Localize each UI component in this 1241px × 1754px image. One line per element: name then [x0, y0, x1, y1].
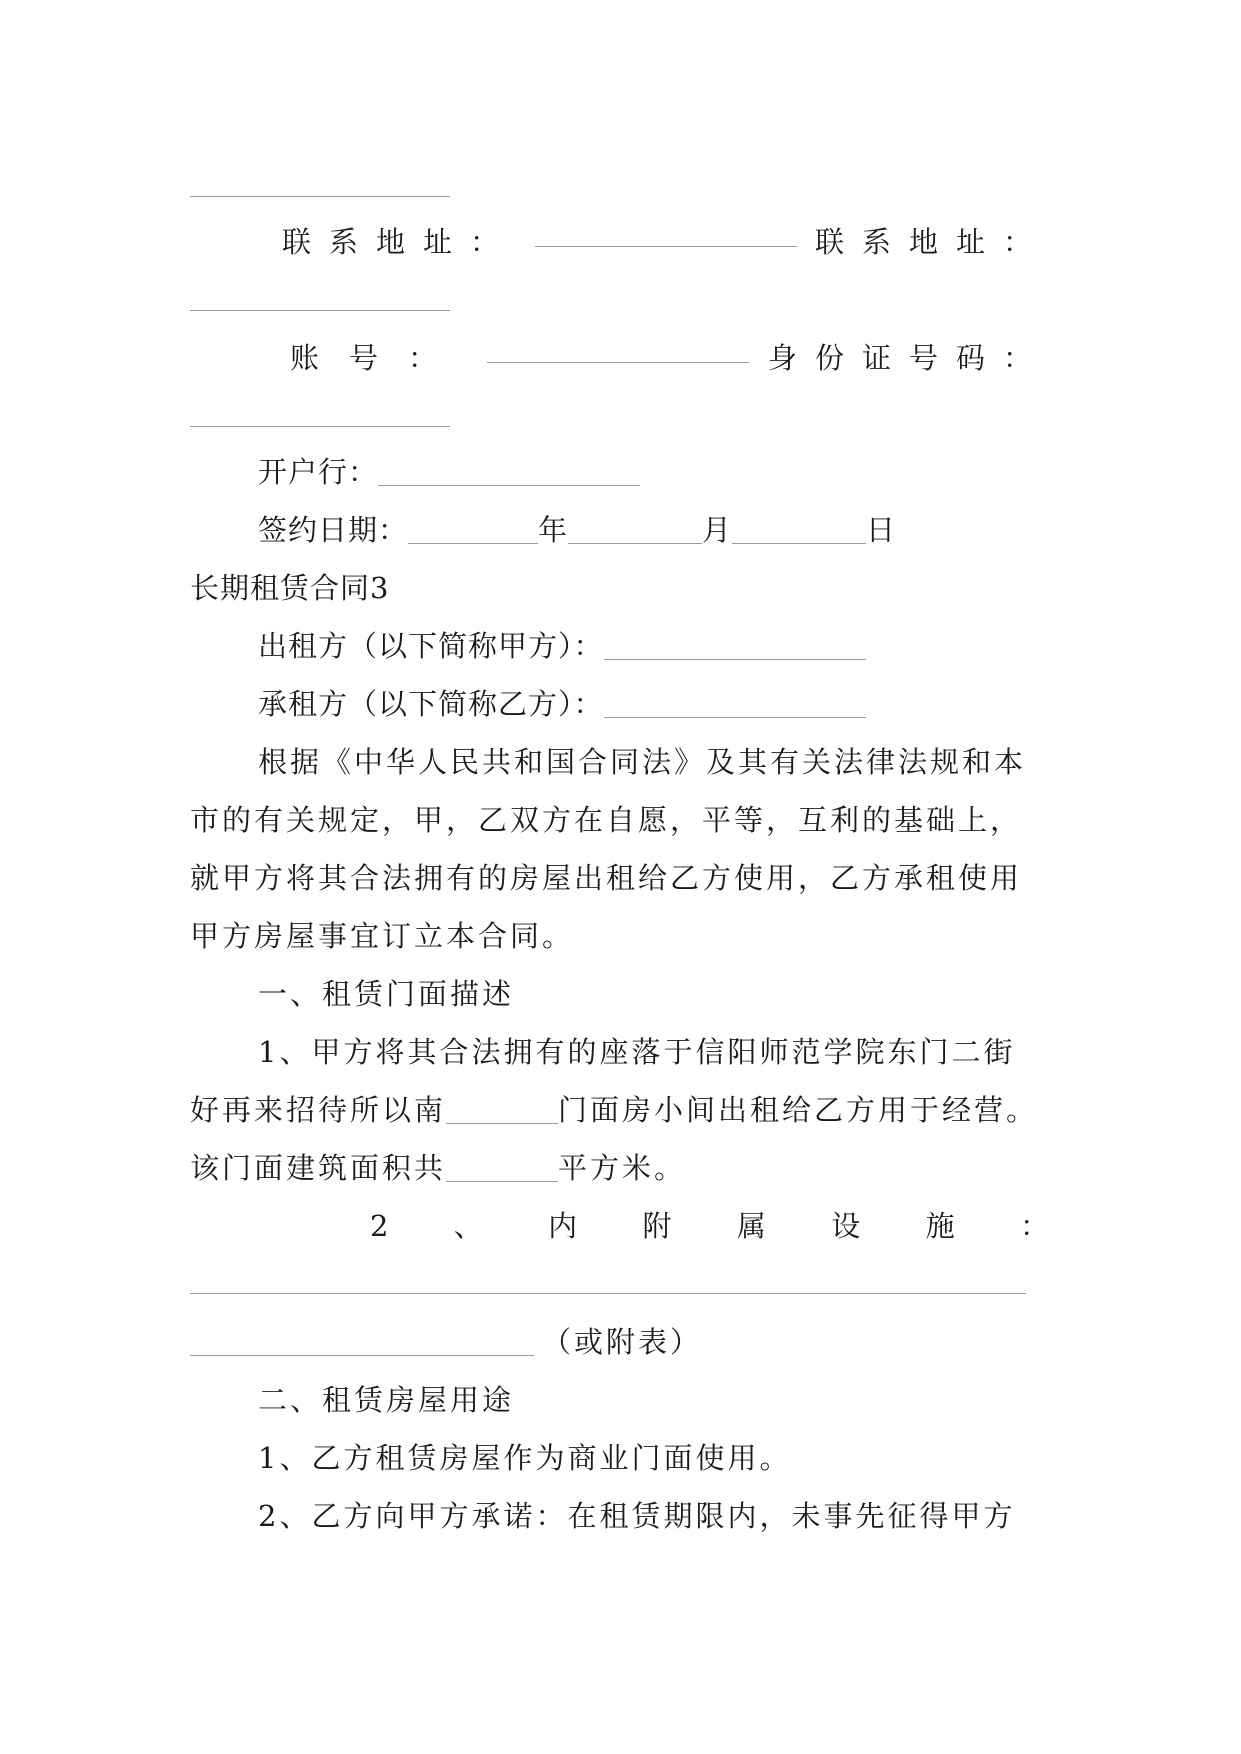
contract-title: 长期租赁合同3: [190, 571, 390, 605]
day-blank: [732, 543, 866, 544]
text-segment: 平方米。: [558, 1151, 687, 1185]
section-2-para-2: 2、乙方向甲方承诺：在租赁期限内，未事先征得甲方: [258, 1499, 1016, 1533]
sign-date-row: [258, 510, 1050, 550]
lessor-blank: [604, 659, 866, 660]
contact-address-right-label: 联系地址：: [814, 225, 1050, 259]
lessee-label: 承租方（以下简称乙方）：: [258, 687, 604, 721]
spread-char: 附: [642, 1209, 673, 1243]
appendix-note: （或附表）: [542, 1325, 703, 1359]
account-number-label: 账号：: [290, 341, 468, 375]
facilities-blank: [190, 1355, 534, 1356]
day-label: 日: [866, 513, 897, 547]
blank-line: [190, 196, 450, 197]
sign-date-label: 签约日期：: [258, 513, 409, 547]
spread-char: 内: [548, 1209, 579, 1243]
spread-char: ：: [1019, 1209, 1050, 1243]
preamble-line-4: 甲方房屋事宜订立本合同。: [190, 919, 575, 953]
blank-line: [190, 310, 450, 311]
spread-char: 施: [925, 1209, 956, 1243]
month-label: 月: [702, 513, 733, 547]
text-segment: 门面房小间出租给乙方用于经营。: [558, 1093, 1039, 1127]
year-blank: [408, 543, 538, 544]
account-id-row: [290, 338, 1050, 378]
section-1-para-1-line-1: 1、甲方将其合法拥有的座落于信阳师范学院东门二街: [258, 1035, 1016, 1069]
shop-number-blank: [446, 1123, 558, 1124]
bank-label: 开户行：: [258, 455, 379, 489]
facilities-tail-row: [190, 1322, 1050, 1362]
contact-address-left-label: 联系地址：: [282, 225, 518, 259]
section-heading-2: 二、租赁房屋用途: [258, 1383, 515, 1417]
spread-char: 、: [453, 1209, 484, 1243]
section-1-para-1-line-3: [190, 1148, 1050, 1188]
lessor-row: [258, 626, 1050, 666]
spread-char: 属: [736, 1209, 767, 1243]
area-blank: [446, 1181, 558, 1182]
spread-char: 设: [831, 1209, 862, 1243]
preamble-line-3: 就甲方将其合法拥有的房屋出租给乙方使用，乙方承租使用: [190, 861, 1023, 895]
bank-blank: [378, 485, 640, 486]
lessor-label: 出租方（以下简称甲方）：: [258, 629, 604, 663]
text-segment: 该门面建筑面积共: [190, 1151, 447, 1185]
blank-line: [190, 426, 450, 427]
facilities-blank-line: [190, 1293, 1026, 1294]
text-segment: 好再来招待所以南: [190, 1093, 447, 1127]
contact-address-row: [282, 222, 1050, 262]
id-number-label: 身份证号码：: [767, 341, 1050, 375]
section-1-para-2: [370, 1206, 1050, 1246]
lessee-row: [258, 684, 1050, 724]
section-2-para-1: 1、乙方租赁房屋作为商业门面使用。: [258, 1441, 792, 1475]
year-label: 年: [538, 513, 569, 547]
account-number-blank: [487, 362, 749, 363]
bank-row: [258, 452, 1050, 492]
spread-char: 2: [370, 1209, 390, 1243]
section-1-para-1-line-2: [190, 1090, 1050, 1130]
section-heading-1: 一、租赁门面描述: [258, 977, 515, 1011]
preamble-line-1: 根据《中华人民共和国合同法》及其有关法律法规和本: [258, 745, 1027, 779]
month-blank: [568, 543, 702, 544]
contact-address-blank: [535, 246, 797, 247]
lessee-blank: [604, 717, 866, 718]
preamble-line-2: 市的有关规定，甲，乙双方在自愿，平等，互利的基础上，: [190, 803, 1023, 837]
